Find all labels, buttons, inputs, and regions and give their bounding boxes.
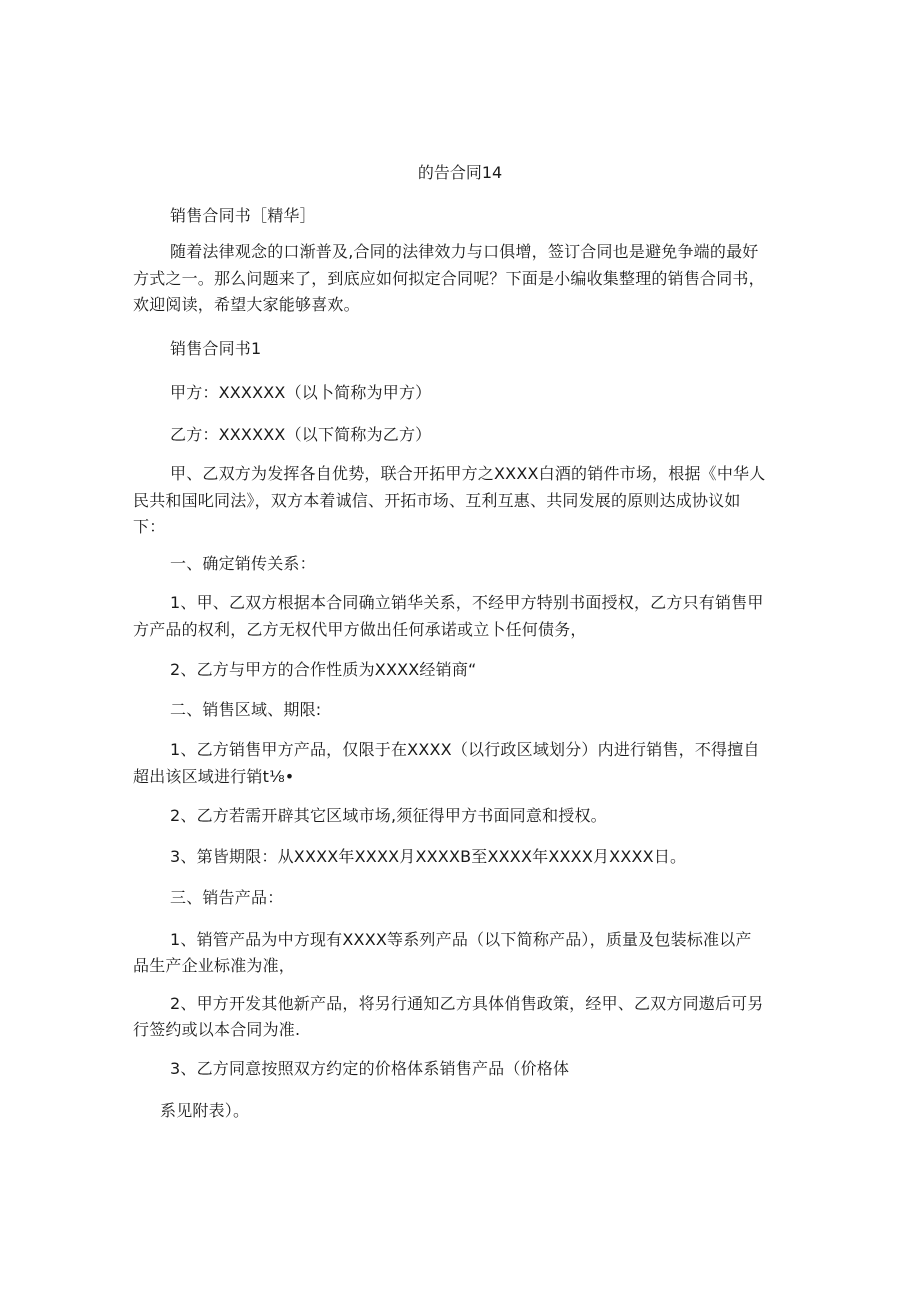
section-3-item-1-line-1: 1、销管产品为中方现有XXXX等系列产品（以下简称产品），质量及包装标准以产	[170, 930, 752, 949]
section-1-item-1-line-2: 方产品的权利，乙方无权代甲方做出任何承诺或立卜任何债务，	[133, 620, 587, 639]
section-2-item-1-line-2: 超出该区域进行销t⅛•	[133, 767, 295, 786]
preamble-line-2: 民共和国叱同法》，双方本着诚信、开拓市场、互利互惠、共同发展的原则达成协议如	[133, 491, 741, 510]
section-3-item-2-line-1: 2、甲方开发其他新产品，将另行通知乙方具体俏售政策，经甲、乙双方同遨后可另	[170, 994, 764, 1013]
section-2-item-3: 3、第皆期限：从XXXX年XXXX月XXXXB至XXXX年XXXX月XXXX日。	[170, 847, 687, 866]
section-3-heading: 三、销告产品：	[170, 888, 284, 907]
section-2-item-1-line-1: 1、乙方销售甲方产品，仅限于在XXXX（以行政区域划分）内进行销售，不得擅自	[170, 740, 760, 759]
contract-heading: 销售合同书1	[170, 339, 262, 358]
section-3-item-2-line-2: 行签约或以本合同为准.	[133, 1020, 301, 1039]
intro-line-3: 欢迎阅读，希望大家能够喜欢。	[133, 295, 360, 314]
document-subtitle: 销售合同书［精华］	[170, 206, 316, 225]
section-1-heading: 一、确定销传关系：	[170, 554, 316, 573]
party-b-line: 乙方：XXXXXX（以下简称为乙方）	[170, 425, 432, 444]
section-2-item-2: 2、乙方若需开辟其它区域市场,须征得甲方书面同意和授权。	[170, 806, 607, 825]
intro-line-2: 方式之一。那么问题来了，到底应如何拟定合同呢？下面是小编收集整理的销售合同书，	[133, 269, 765, 288]
section-2-heading: 二、销售区域、期限:	[170, 700, 322, 719]
section-1-item-2: 2、乙方与甲方的合作性质为XXXX经销商“	[170, 660, 477, 679]
section-3-item-3-continuation: 系见附表）。	[160, 1101, 250, 1120]
preamble-line-1: 甲、乙双方为发挥各自优势，联合开拓甲方之XXXX白酒的销件市场，根据《中华人	[170, 464, 766, 483]
document-title: 的告合同14	[417, 163, 503, 182]
preamble-line-3: 下：	[133, 517, 166, 536]
section-1-item-1-line-1: 1、甲、乙双方根据本合同确立销华关系，不经甲方特别书面授权，乙方只有销售甲	[170, 593, 764, 612]
party-a-line: 甲方：XXXXXX（以卜简称为甲方）	[170, 383, 432, 402]
intro-line-1: 随着法律观念的口渐普及,合同的法律效力与口俱增，签订合同也是避免争端的最好	[170, 242, 759, 261]
section-3-item-3: 3、乙方同意按照双方约定的价格体系销售产品（价格体	[170, 1059, 570, 1078]
section-3-item-1-line-2: 品生产企业标准为准，	[133, 956, 296, 975]
